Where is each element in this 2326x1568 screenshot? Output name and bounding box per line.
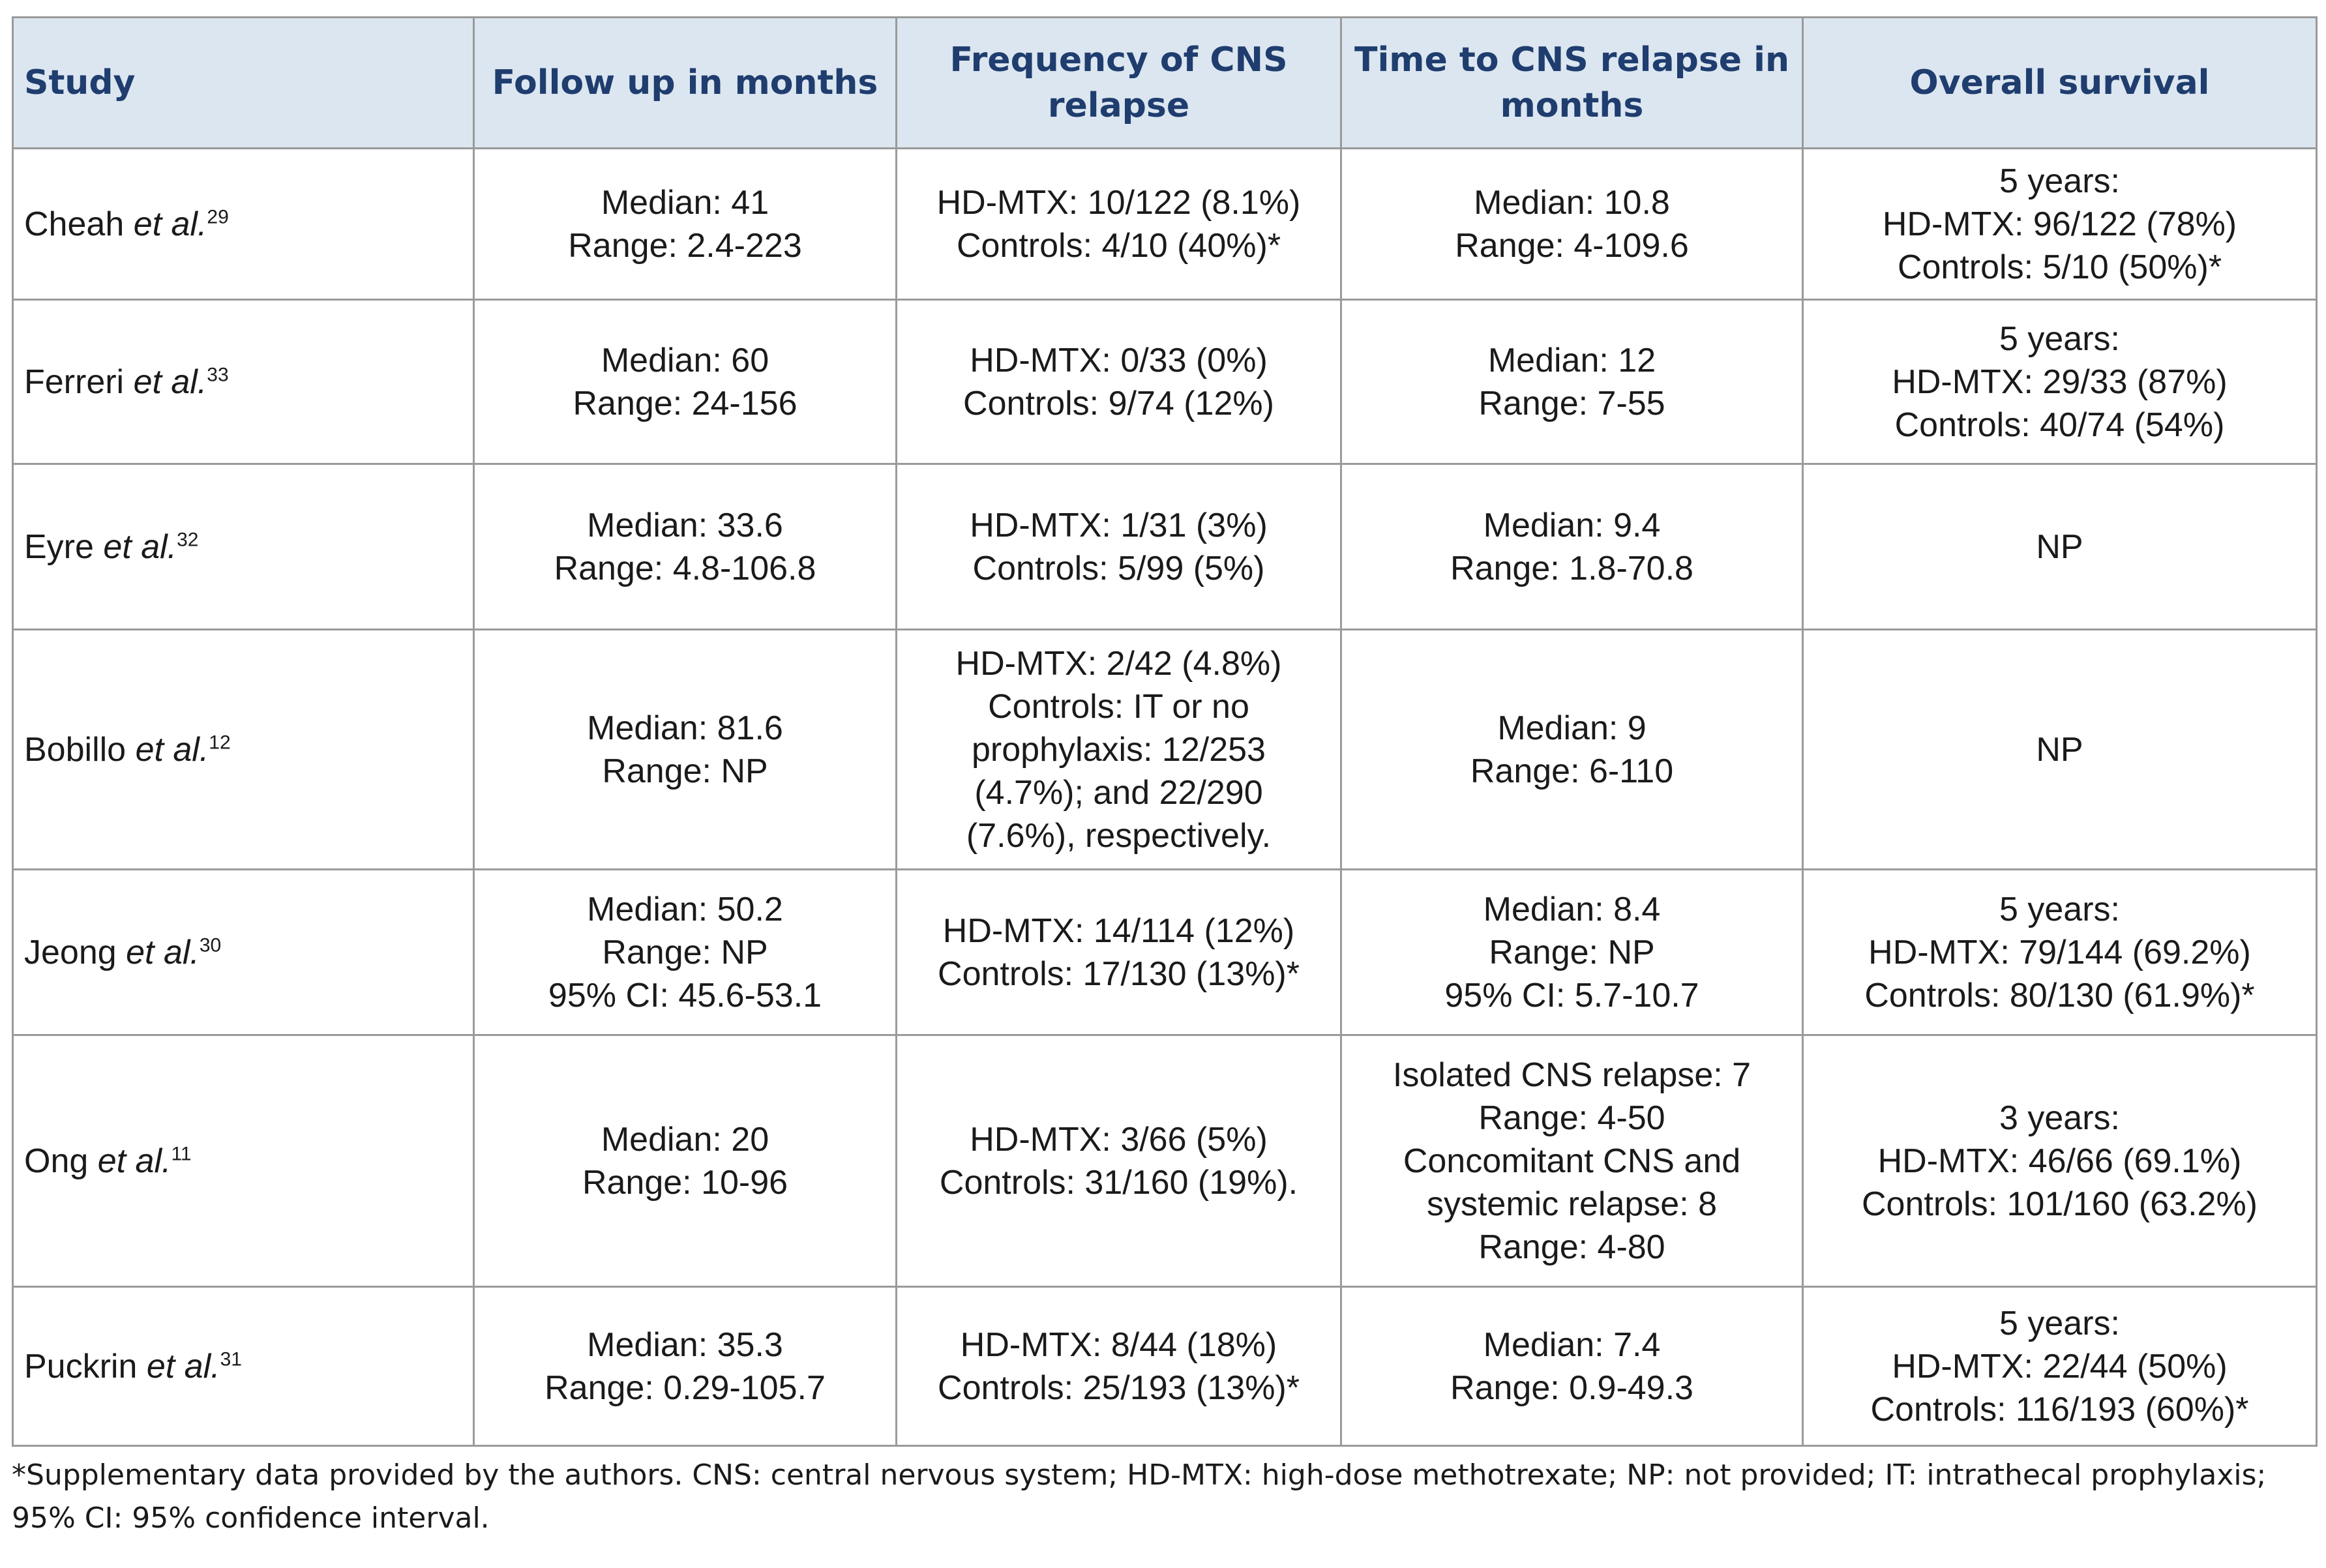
survival-cell: 3 years: HD-MTX: 46/66 (69.1%) Controls: 101/160 (63.2%) [1803,1035,2317,1287]
study-etal: et al. [103,527,177,566]
study-cell [13,630,474,870]
study-ref: 32 [177,529,199,551]
frequency-cell: HD-MTX: 10/122 (8.1%) Controls: 4/10 (40%)* [897,149,1341,300]
survival-cell: 5 years: HD-MTX: 79/144 (69.2%) Controls: 80/130 (61.9%)* [1803,870,2317,1035]
survival-cell: 5 years: HD-MTX: 22/44 (50%) Controls: 116/193 (60%)* [1803,1287,2317,1446]
frequency-cell: HD-MTX: 14/114 (12%) Controls: 17/130 (13%)* [897,870,1341,1035]
frequency-cell: HD-MTX: 8/44 (18%) Controls: 25/193 (13%)* [897,1287,1341,1446]
study-author: Bobillo [24,730,136,769]
follow-up-cell: Median: 60 Range: 24-156 [474,300,897,464]
table-row [13,1287,2317,1446]
header-study: Study [13,18,474,149]
follow-up-cell: Median: 41 Range: 2.4-223 [474,149,897,300]
frequency-cell: HD-MTX: 3/66 (5%) Controls: 31/160 (19%). [897,1035,1341,1287]
header-follow-up: Follow up in months [474,18,897,149]
table-row [13,300,2317,464]
follow-up-cell: Median: 81.6 Range: NP [474,630,897,870]
time-cell: Median: 10.8 Range: 4-109.6 [1341,149,1803,300]
study-cell [13,1287,474,1446]
study-author: Puckrin [24,1347,147,1385]
table-row [13,870,2317,1035]
time-cell: Median: 8.4 Range: NP 95% CI: 5.7-10.7 [1341,870,1803,1035]
frequency-cell: HD-MTX: 2/42 (4.8%) Controls: IT or no prophylaxis: 12/253 (4.7%); and 22/290 (7.6%), respectively. [897,630,1341,870]
table-footnote: *Supplementary data provided by the authors. CNS: central nervous system; HD-MTX: high-dose methotrexate; NP: not provided; IT: intrathecal prophylaxis; 95% CI: 95% confidence interval. [12,1458,2267,1535]
survival-cell: NP [1803,464,2317,630]
follow-up-cell: Median: 33.6 Range: 4.8-106.8 [474,464,897,630]
frequency-cell: HD-MTX: 1/31 (3%) Controls: 5/99 (5%) [897,464,1341,630]
study-etal: et al. [126,933,200,971]
study-ref: 11 [171,1143,192,1165]
study-etal: et al. [133,205,207,243]
study-etal: et al. [146,1347,220,1385]
time-cell: Median: 9.4 Range: 1.8-70.8 [1341,464,1803,630]
header-time-to-relapse: Time to CNS relapse in months [1341,18,1803,149]
study-cell [13,870,474,1035]
time-cell: Median: 7.4 Range: 0.9-49.3 [1341,1287,1803,1446]
study-cell [13,1035,474,1287]
study-author: Ferreri [24,362,134,401]
study-cell [13,464,474,630]
study-ref: 12 [209,732,231,754]
study-author: Cheah [24,205,134,243]
study-etal: et al. [133,362,207,401]
studies-table [12,16,2318,1447]
survival-cell: 5 years: HD-MTX: 29/33 (87%) Controls: 40/74 (54%) [1803,300,2317,464]
header-overall-survival: Overall survival [1803,18,2317,149]
table-row [13,630,2317,870]
table-row [13,464,2317,630]
header-frequency: Frequency of CNS relapse [897,18,1341,149]
survival-cell: 5 years: HD-MTX: 96/122 (78%) Controls: 5/10 (50%)* [1803,149,2317,300]
follow-up-cell: Median: 35.3 Range: 0.29-105.7 [474,1287,897,1446]
table-header [13,18,2317,149]
study-ref: 33 [207,364,229,386]
study-author: Ong [24,1142,98,1180]
study-cell [13,300,474,464]
follow-up-cell: Median: 20 Range: 10-96 [474,1035,897,1287]
time-cell: Isolated CNS relapse: 7 Range: 4-50 Concomitant CNS and systemic relapse: 8 Range: 4-80 [1341,1035,1803,1287]
study-author: Eyre [24,527,104,566]
frequency-cell: HD-MTX: 0/33 (0%) Controls: 9/74 (12%) [897,300,1341,464]
table-body [13,149,2317,1446]
time-cell: Median: 9 Range: 6-110 [1341,630,1803,870]
table-row [13,1035,2317,1287]
follow-up-cell: Median: 50.2 Range: NP 95% CI: 45.6-53.1 [474,870,897,1035]
study-author: Jeong [24,933,127,971]
study-ref: 30 [199,934,222,956]
study-ref: 31 [220,1348,242,1370]
header-row [13,18,2317,149]
survival-cell: NP [1803,630,2317,870]
study-cell [13,149,474,300]
time-cell: Median: 12 Range: 7-55 [1341,300,1803,464]
study-etal: et al. [97,1142,171,1180]
study-etal: et al. [135,730,209,769]
table-row [13,149,2317,300]
study-ref: 29 [207,206,229,228]
